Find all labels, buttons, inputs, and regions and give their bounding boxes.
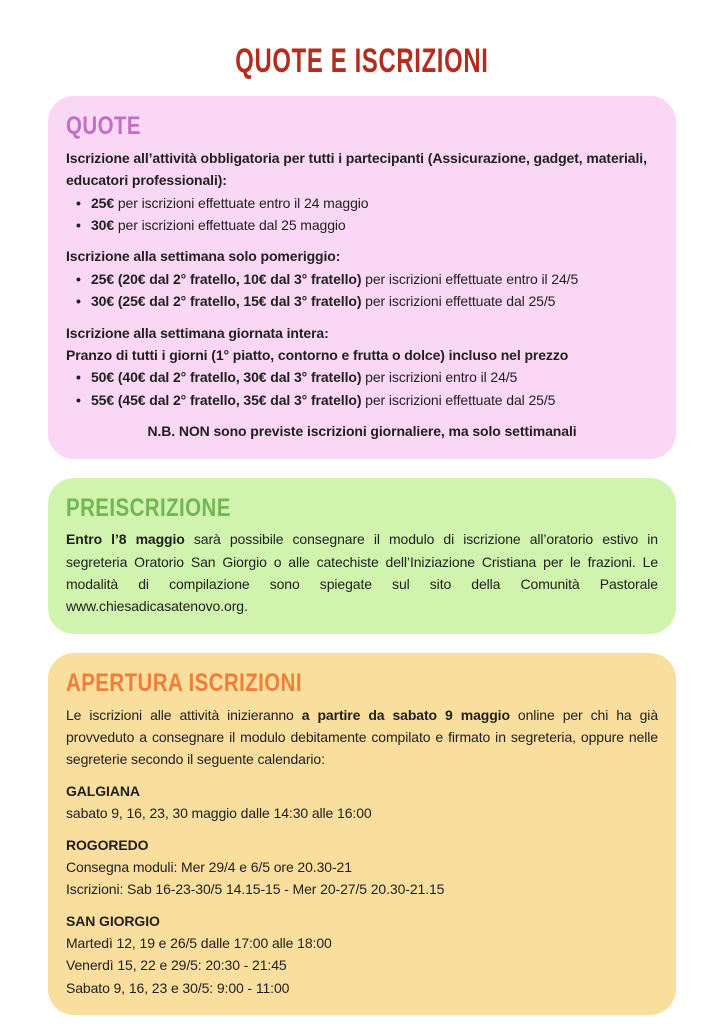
preiscrizione-deadline: Entro l’8 maggio (66, 531, 185, 548)
location-schedule-line: Venerdì 15, 22 e 29/5: 20:30 - 21:45 (66, 957, 287, 974)
price-bold: 55€ (45€ dal 2° fratello, 35€ dal 3° fratello) (91, 391, 362, 408)
location-name: SAN GIORGIO (66, 912, 160, 929)
location-schedule-line: Sabato 9, 16, 23 e 30/5: 9:00 - 11:00 (66, 979, 290, 996)
quote-intro-afternoon: Iscrizione alla settimana solo pomeriggio: (66, 248, 341, 265)
price-item (76, 268, 658, 290)
price-bold: 30€ (91, 217, 115, 233)
apertura-start-date: a partire da sabato 9 maggio (301, 706, 510, 723)
price-bold: 50€ (40€ dal 2° fratello, 30€ dal 3° fratello) (91, 369, 362, 386)
preiscrizione-heading-text: PREISCRIZIONE (66, 493, 231, 522)
location-schedule-line: sabato 9, 16, 23, 30 maggio dalle 14:30 alle 16:00 (66, 805, 372, 822)
price-rest: per iscrizioni effettuate entro il 24 maggio (114, 194, 369, 211)
apertura-heading-text: APERTURA ISCRIZIONI (66, 668, 302, 697)
preiscrizione-paragraph (66, 528, 658, 618)
price-rest: per iscrizioni effettuate dal 25/5 (361, 293, 556, 310)
preiscrizione-heading (66, 494, 658, 523)
location-name: GALGIANA (66, 782, 140, 799)
page-title-text: QUOTE E ISCRIZIONI (235, 42, 489, 80)
price-rest: per iscrizioni entro il 24/5 (361, 369, 518, 386)
quote-intro-fullday: Iscrizione alla settimana giornata intera: (66, 324, 329, 341)
price-item (76, 366, 658, 388)
price-item (76, 389, 658, 411)
location-name: ROGOREDO (66, 836, 149, 853)
location-schedule-line: Iscrizioni: Sab 16-23-30/5 14.15-15 - Mer 20-27/5 20.30-21.15 (66, 881, 445, 898)
apertura-section (48, 653, 676, 1015)
price-rest: per iscrizioni effettuate dal 25 maggio (114, 217, 346, 233)
price-rest: per iscrizioni effettuate entro il 24/5 (361, 270, 579, 287)
apertura-intro-pre: Le iscrizioni alle attività inizieranno (66, 706, 302, 723)
quote-heading (66, 112, 658, 141)
price-bold: 25€ (20€ dal 2° fratello, 10€ dal 3° fratello) (91, 270, 362, 287)
price-item (76, 290, 658, 312)
preiscrizione-section (48, 478, 676, 634)
quote-afternoon-price-list (66, 268, 658, 313)
price-bold: 25€ (91, 194, 115, 211)
quote-note: N.B. NON sono previste iscrizioni giornaliere, ma solo settimanali (147, 423, 577, 440)
preiscrizione-body-text: sarà possibile consegnare il modulo di iscrizione all’oratorio estivo in segreteria Oratorio San Giorgio o alle catechiste dell’Iniziazione Cristiana per le frazioni. Le modalità di compilazione sono spiegate sul sito della Comunità Pastorale www.chiesadicasatenovo.org. (66, 531, 658, 615)
location-san-giorgio (66, 910, 658, 1000)
price-item (76, 214, 658, 236)
quote-heading-text: QUOTE (66, 112, 141, 141)
location-schedule-line: Consegna moduli: Mer 29/4 e 6/5 ore 20.30-21 (66, 858, 352, 875)
apertura-intro-post: online per chi ha già provveduto a consegnare il modulo debitamente compilato e firmato in segreteria, oppure nelle segreterie secondo il seguente calendario: (66, 706, 658, 768)
quote-intro-fullday-lunch: Pranzo di tutti i giorni (1° piatto, contorno e frutta o dolce) incluso nel prezzo (66, 346, 569, 363)
quote-section (48, 96, 676, 458)
location-galgiana (66, 780, 658, 825)
price-rest: per iscrizioni effettuate dal 25/5 (361, 391, 556, 408)
location-rogoredo (66, 834, 658, 901)
apertura-heading (66, 669, 658, 698)
page-title (48, 42, 676, 80)
quote-activity-price-list (66, 192, 658, 237)
price-item (76, 192, 658, 214)
location-schedule-line: Martedì 12, 19 e 26/5 dalle 17:00 alle 18:00 (66, 935, 332, 952)
price-bold: 30€ (25€ dal 2° fratello, 15€ dal 3° fratello) (91, 293, 362, 310)
apertura-intro-paragraph (66, 704, 658, 771)
quote-fullday-price-list (66, 366, 658, 411)
quote-intro-activity: Iscrizione all’attività obbligatoria per tutti i partecipanti (Assicurazione, gadget, materiali, educatori professionali): (66, 149, 647, 189)
